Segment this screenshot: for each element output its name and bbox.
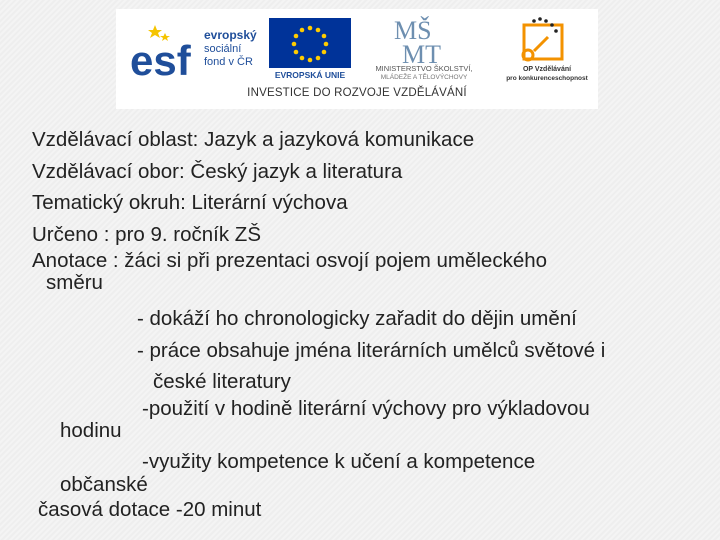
line-bullet-2-cont: české literatury bbox=[153, 370, 291, 393]
line-bullet-1: - dokáží ho chronologicky zařadit do dějin umění bbox=[137, 307, 577, 330]
esf-logo bbox=[128, 19, 268, 79]
line-bullet-2: - práce obsahuje jména literárních umělců světové i bbox=[137, 338, 606, 362]
annotation-text bbox=[32, 124, 712, 523]
banner-subtitle: INVESTICE DO ROZVOJE VZDĚLÁVÁNÍ bbox=[247, 87, 467, 99]
msmt-logo bbox=[354, 15, 494, 81]
line-bullet-3-cont: hodinu bbox=[60, 418, 122, 442]
line-time-allocation: časová dotace -20 minut bbox=[38, 497, 262, 521]
line-bullet-3: -použití v hodině literární výchovy pro výkladovou bbox=[142, 396, 590, 420]
line-annotation: Anotace : žáci si při prezentaci osvojí pojem uměleckého bbox=[32, 249, 548, 272]
op-logo bbox=[504, 15, 590, 85]
funding-banner bbox=[116, 9, 598, 109]
line-educational-area: Vzdělávací oblast: Jazyk a jazyková komunikace bbox=[32, 128, 475, 151]
line-bullet-4: -využity kompetence k učení a kompetence bbox=[142, 449, 536, 473]
esf-line-1: evropský bbox=[204, 28, 257, 42]
line-educational-field: Vzdělávací obor: Český jazyk a literatura bbox=[32, 159, 403, 183]
line-thematic-area: Tematický okruh: Literární výchova bbox=[32, 191, 348, 214]
line-target-grade: Určeno : pro 9. ročník ZŠ bbox=[32, 222, 262, 246]
esf-line-3: fond v ČR bbox=[204, 56, 253, 68]
msmt-line-1: MINISTERSTVO ŠKOLSTVÍ, bbox=[375, 64, 473, 73]
line-annotation-cont: směru bbox=[46, 271, 103, 294]
eu-flag-logo bbox=[269, 18, 351, 80]
line-bullet-4-cont: občanské bbox=[60, 472, 148, 496]
op-line-2: pro konkurenceschopnost bbox=[506, 75, 588, 82]
op-line-1: OP Vzdělávání bbox=[522, 66, 572, 73]
esf-line-2: sociální bbox=[204, 43, 242, 55]
msmt-line-2: MLÁDEŽE A TĚLOVÝCHOVY bbox=[380, 74, 468, 81]
svg-text:esf: esf bbox=[130, 37, 191, 79]
eu-label: EVROPSKÁ UNIE bbox=[274, 70, 346, 80]
svg-text:MT: MT bbox=[402, 40, 441, 69]
svg-text:MŠ: MŠ bbox=[394, 16, 432, 45]
